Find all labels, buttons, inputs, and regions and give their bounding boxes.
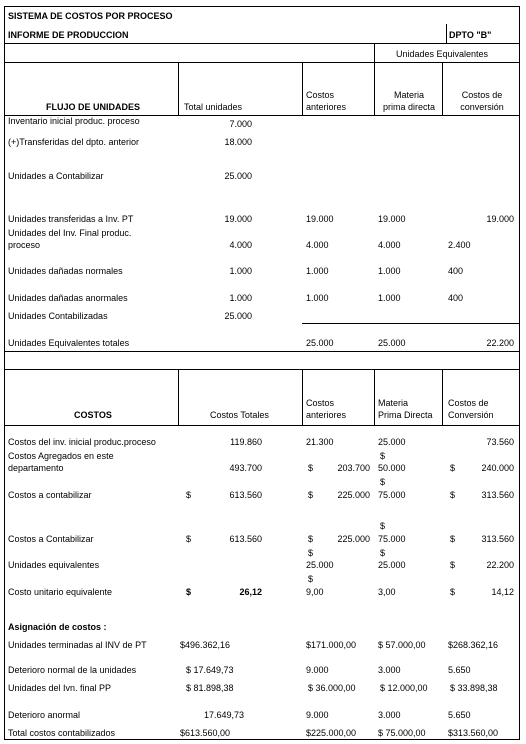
- rule: [374, 369, 375, 426]
- prior-costs-header: Costos: [306, 398, 335, 408]
- total-units-value: 1.000: [229, 293, 252, 303]
- dollar-sign: $: [450, 587, 456, 597]
- prior-costs-value: 225.000: [337, 534, 370, 544]
- prior-costs-value: 19.000: [306, 214, 334, 224]
- row-label: Unidades equivalentes: [8, 560, 100, 570]
- total-units-value: 19.000: [224, 214, 252, 224]
- direct-material-header: prima directa: [382, 102, 436, 112]
- prior-costs-value: 25.000: [306, 338, 334, 348]
- total-cost-value: $613.560,00: [180, 728, 231, 738]
- prior-costs-value: 9.000: [306, 710, 329, 720]
- total-costs-header: Costos Totales: [210, 410, 269, 420]
- dollar-sign: $: [308, 534, 314, 544]
- direct-material-value: 3.000: [378, 665, 401, 675]
- conversion-value: 313.560: [481, 534, 514, 544]
- conversion-costs-header: Conversión: [448, 410, 494, 420]
- prior-costs-value: 9,00: [306, 587, 324, 597]
- conversion-value: 400: [448, 293, 464, 303]
- row-label: Unidades transferidas a Inv. PT: [8, 214, 134, 224]
- total-cost-value: $496.362,16: [180, 640, 231, 650]
- row-label: Unidades terminadas al INV de PT: [8, 640, 147, 650]
- row-label: Unidades a Contabilizar: [8, 171, 104, 181]
- report-title: SISTEMA DE COSTOS POR PROCESO: [8, 11, 173, 21]
- prior-costs-value: $ 36.000,00: [308, 683, 356, 693]
- total-units-value: 18.000: [224, 137, 252, 147]
- prior-costs-value: 9.000: [306, 665, 329, 675]
- direct-material-header: Materia: [393, 90, 424, 100]
- prior-costs-header: Costos: [306, 90, 335, 100]
- direct-material-value: 19.000: [378, 214, 406, 224]
- rule: [446, 24, 447, 44]
- rule: [374, 62, 375, 116]
- rule: [4, 43, 520, 44]
- dollar-sign: $: [380, 451, 386, 461]
- total-cost-value: 493.700: [229, 463, 262, 473]
- row-label: Unidades dañadas anormales: [8, 293, 128, 303]
- prior-costs-value: 225.000: [337, 490, 370, 500]
- row-label: Total costos contabilizados: [8, 728, 116, 738]
- row-label: Costos a Contabilizar: [8, 534, 94, 544]
- row-label: (+)Transferidas del dpto. anterior: [8, 137, 139, 147]
- rule: [302, 369, 303, 426]
- conversion-value: 22.200: [486, 560, 514, 570]
- direct-material-value: 3.000: [378, 710, 401, 720]
- direct-material-value: 1.000: [378, 266, 401, 276]
- rule: [442, 369, 443, 426]
- row-label: Inventario inicial produc. proceso: [8, 116, 140, 126]
- flow-units-header: FLUJO DE UNIDADES: [46, 102, 141, 112]
- rule: [178, 62, 179, 116]
- dollar-sign: $: [450, 490, 456, 500]
- conversion-value: 400: [448, 266, 464, 276]
- border-right: [519, 6, 520, 740]
- direct-material-value: 3,00: [378, 587, 396, 597]
- direct-material-header: Prima Directa: [378, 410, 433, 420]
- dollar-sign: $: [186, 490, 192, 500]
- row-label: Costos Agregados en este: [8, 451, 114, 461]
- conversion-value: 14,12: [491, 587, 514, 597]
- conversion-value: $268.362,16: [448, 640, 499, 650]
- prior-costs-value: 4.000: [306, 240, 329, 250]
- dollar-sign: $: [380, 477, 386, 487]
- row-label: proceso: [8, 240, 41, 250]
- conversion-value: 22.200: [486, 338, 514, 348]
- dollar-sign: $: [308, 490, 314, 500]
- direct-material-value: $ 12.000,00: [380, 683, 428, 693]
- direct-material-value: 50.000: [378, 463, 406, 473]
- conversion-costs-header: conversión: [460, 102, 504, 112]
- conversion-value: 313.560: [481, 490, 514, 500]
- conversion-costs-header: Costos de: [461, 90, 503, 100]
- border-left: [4, 6, 5, 740]
- conversion-value: 2.400: [448, 240, 471, 250]
- conversion-costs-header: Costos de: [448, 398, 489, 408]
- row-label: Deterioro anormal: [8, 710, 81, 720]
- prior-costs-header: anteriores: [306, 102, 347, 112]
- rule: [302, 62, 303, 116]
- dollar-sign: $: [186, 534, 192, 544]
- rule: [178, 369, 179, 426]
- row-label: Unidades del Inv. Final produc.: [8, 228, 132, 238]
- conversion-value: $313.560,00: [448, 728, 499, 738]
- dollar-sign: $: [308, 574, 314, 584]
- row-label: Unidades Equivalentes totales: [8, 338, 130, 348]
- prior-costs-value: 1.000: [306, 266, 329, 276]
- rule: [4, 351, 520, 352]
- direct-material-value: 25.000: [378, 437, 406, 447]
- total-units-value: 4.000: [229, 240, 252, 250]
- dollar-sign: $: [308, 463, 314, 473]
- direct-material-value: 4.000: [378, 240, 401, 250]
- dollar-sign: $: [380, 548, 386, 558]
- total-cost-value: 119.860: [230, 437, 262, 447]
- department-label: DPTO "B": [449, 30, 492, 40]
- conversion-value: 5.650: [448, 710, 471, 720]
- row-label: Costos a contabilizar: [8, 490, 92, 500]
- total-cost-value: 613.560: [229, 534, 262, 544]
- costs-header: COSTOS: [74, 410, 112, 420]
- conversion-value: 19.000: [486, 214, 514, 224]
- prior-costs-value: 203.700: [337, 463, 370, 473]
- rule: [374, 43, 375, 63]
- row-label: Costos del inv. inicial produc.proceso: [8, 437, 156, 447]
- total-units-value: 7.000: [229, 119, 252, 129]
- dollar-sign: $: [308, 548, 314, 558]
- row-label: Unidades dañadas normales: [8, 266, 123, 276]
- direct-material-value: $ 75.000,00: [378, 728, 426, 738]
- total-units-value: 25.000: [224, 311, 252, 321]
- prior-costs-value: 25.000: [306, 560, 334, 570]
- row-label: Unidades Contabilizadas: [8, 311, 108, 321]
- assignment-title: Asignación de costos :: [8, 622, 107, 632]
- direct-material-value: 75.000: [378, 534, 406, 544]
- direct-material-header: Materia: [378, 398, 409, 408]
- dollar-sign: $: [186, 587, 192, 597]
- row-label: Unidades del Ivn. final PP: [8, 683, 112, 693]
- border-top: [4, 6, 520, 7]
- total-cost-value: $ 17.649,73: [186, 665, 234, 675]
- total-units-value: 1.000: [229, 266, 252, 276]
- total-cost-value: 17.649,73: [203, 710, 244, 720]
- prior-costs-value: $225.000,00: [306, 728, 357, 738]
- rule: [442, 62, 443, 116]
- prior-costs-value: 1.000: [306, 293, 329, 303]
- conversion-value: 73.560: [486, 437, 514, 447]
- equivalent-units-header: Unidades Equivalentes: [396, 49, 489, 59]
- total-cost-value: 613.560: [229, 490, 262, 500]
- prior-costs-header: anteriores: [306, 410, 347, 420]
- total-units-value: 25.000: [224, 171, 252, 181]
- border-bottom: [4, 739, 520, 740]
- direct-material-value: 75.000: [378, 490, 406, 500]
- direct-material-value: 25.000: [378, 338, 406, 348]
- conversion-value: 5.650: [448, 665, 471, 675]
- row-label: Deterioro normal de la unidades: [8, 665, 137, 675]
- dollar-sign: $: [450, 534, 456, 544]
- row-label: departamento: [8, 463, 64, 473]
- direct-material-value: $ 57.000,00: [378, 640, 426, 650]
- dollar-sign: $: [450, 463, 456, 473]
- row-label: Costo unitario equivalente: [8, 587, 113, 597]
- dollar-sign: $: [380, 521, 386, 531]
- total-cost-value: 26,12: [239, 587, 262, 597]
- prior-costs-value: $171.000,00: [306, 640, 357, 650]
- report-subtitle: INFORME DE PRODUCCION: [8, 30, 129, 40]
- direct-material-value: 1.000: [378, 293, 401, 303]
- rule: [302, 323, 520, 324]
- dollar-sign: $: [450, 560, 456, 570]
- direct-material-value: 25.000: [378, 560, 406, 570]
- prior-costs-value: 21.300: [306, 437, 334, 447]
- total-cost-value: $ 81.898,38: [186, 683, 234, 693]
- conversion-value: $ 33.898,38: [450, 683, 498, 693]
- total-units-header: Total unidades: [184, 102, 243, 112]
- conversion-value: 240.000: [481, 463, 514, 473]
